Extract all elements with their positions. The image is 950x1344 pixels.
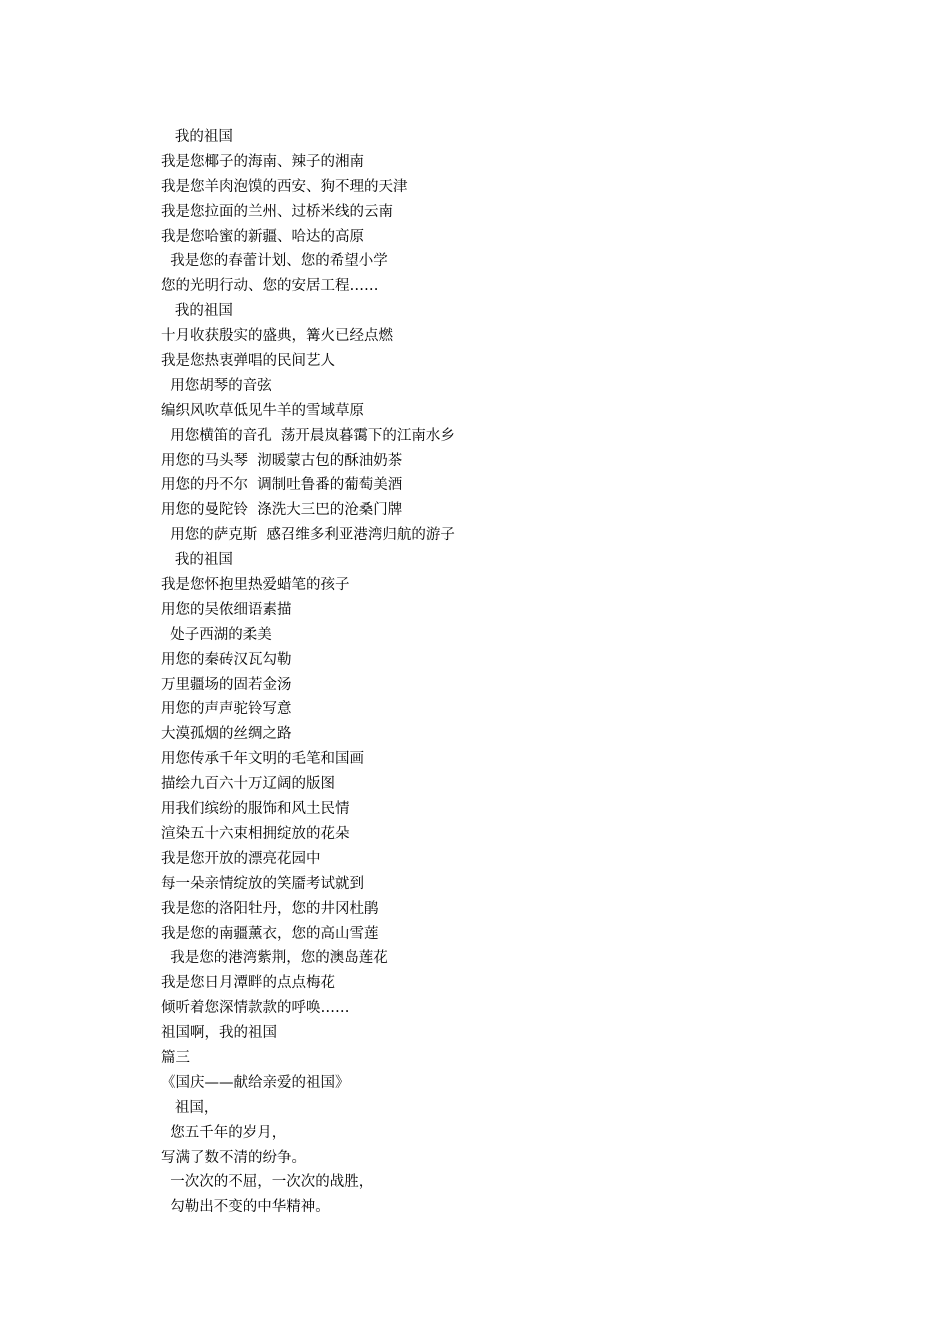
poem-line: 用我们缤纷的服饰和风土民情 (161, 801, 350, 818)
poem-line: 祖国， (161, 1099, 219, 1116)
poem-line: 我是您开放的漂亮花园中 (161, 850, 321, 867)
poem-line: 我是您的港湾紫荆，您的澳岛莲花 (161, 950, 388, 967)
section-heading: 篇三 (161, 1049, 190, 1066)
poem-line: 我的祖国 (161, 303, 233, 320)
poem-text (161, 125, 861, 1220)
poem-line: 勾勒出不变的中华精神。 (161, 1199, 330, 1216)
poem-line: 用您的丹不尔 调制吐鲁番的葡萄美酒 (161, 477, 403, 494)
poem-line: 我是您椰子的海南、辣子的湘南 (161, 153, 364, 170)
poem-line: 我的祖国 (161, 552, 233, 569)
poem-line: 每一朵亲情绽放的笑靥考试就到 (161, 875, 364, 892)
poem-line: 您的光明行动、您的安居工程…… (161, 278, 379, 295)
poem-line: 用您的萨克斯 感召维多利亚港湾归航的游子 (161, 527, 455, 544)
poem-line: 我的祖国 (161, 129, 233, 145)
poem-line: 用您横笛的音孔 荡开晨岚暮霭下的江南水乡 (161, 427, 455, 444)
poem-line: 用您的曼陀铃 涤洗大三巴的沧桑门牌 (161, 502, 403, 519)
poem-line: 我是您哈蜜的新疆、哈达的高原 (161, 228, 364, 245)
poem-line: 处子西湖的柔美 (161, 626, 272, 643)
poem-line: 我是您羊肉泡馍的西安、狗不理的天津 (161, 178, 408, 195)
poem-line: 写满了数不清的纷争。 (161, 1149, 306, 1166)
poem-title: 《国庆——献给亲爱的祖国》 (161, 1074, 350, 1091)
poem-line: 我是您热衷弹唱的民间艺人 (161, 353, 335, 370)
poem-line: 大漠孤烟的丝绸之路 (161, 726, 292, 743)
poem-line: 祖国啊，我的祖国 (161, 1025, 277, 1042)
poem-line: 用您胡琴的音弦 (161, 377, 272, 394)
poem-line: 我是您的南疆薰衣，您的高山雪莲 (161, 925, 379, 942)
poem-line: 描绘九百六十万辽阔的版图 (161, 776, 335, 793)
poem-line: 我是您的洛阳牡丹，您的井冈杜鹃 (161, 900, 379, 917)
poem-line: 用您的马头琴 沏暖蒙古包的酥油奶茶 (161, 452, 403, 469)
poem-line: 编织风吹草低见牛羊的雪域草原 (161, 402, 364, 419)
poem-line: 我是您日月潭畔的点点梅花 (161, 975, 335, 992)
poem-line: 我是您的春蕾计划、您的希望小学 (161, 253, 388, 270)
poem-line: 您五千年的岁月， (161, 1124, 287, 1141)
poem-line: 我是您拉面的兰州、过桥米线的云南 (161, 203, 393, 220)
poem-line: 用您的秦砖汉瓦勾勒 (161, 651, 292, 668)
poem-line: 用您的声声驼铃写意 (161, 701, 292, 718)
poem-line: 十月收获殷实的盛典，篝火已经点燃 (161, 328, 393, 345)
poem-line: 用您传承千年文明的毛笔和国画 (161, 751, 364, 768)
poem-line: 渲染五十六束相拥绽放的花朵 (161, 825, 350, 842)
poem-line: 我是您怀抱里热爱蜡笔的孩子 (161, 577, 350, 594)
poem-line: 一次次的不屈，一次次的战胜， (161, 1174, 374, 1191)
poem-line: 用您的吴侬细语素描 (161, 601, 292, 618)
poem-line: 倾听着您深情款款的呼唤…… (161, 1000, 350, 1017)
poem-line: 万里疆场的固若金汤 (161, 676, 292, 693)
